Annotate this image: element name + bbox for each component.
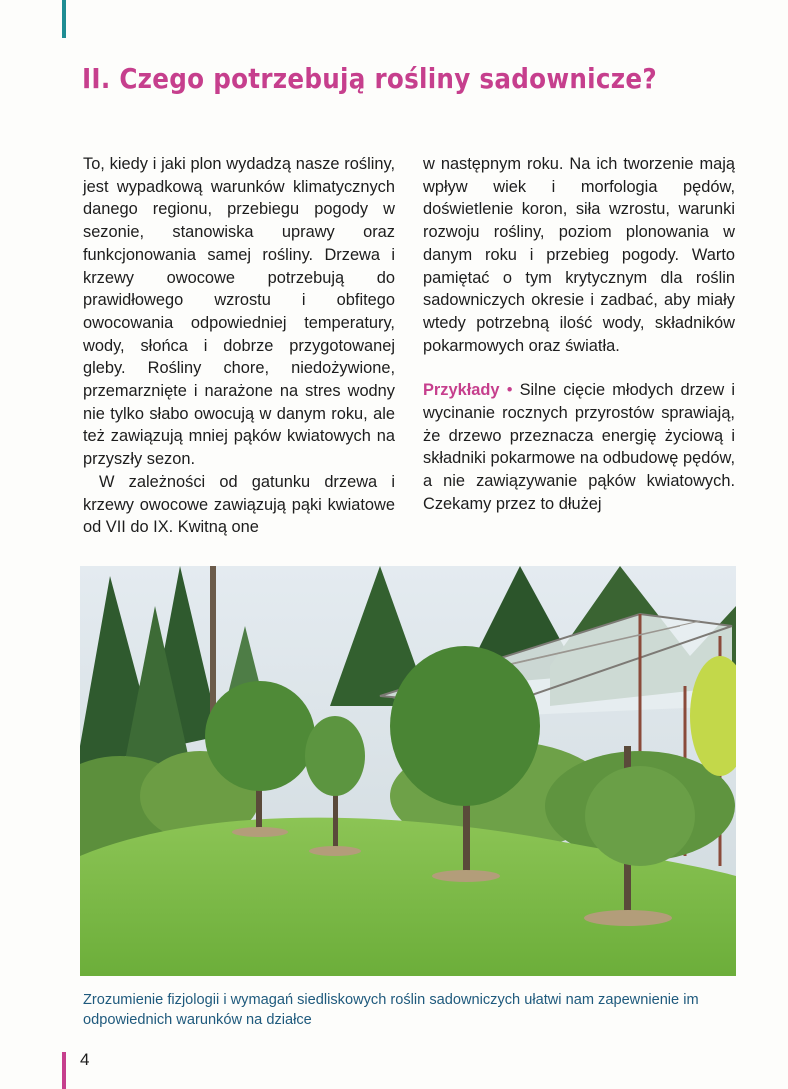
paragraph-examples [423,379,735,515]
paragraph-intro: To, kiedy i jaki plon wydadzą nasze rośliny, jest wypadkową warunków klimatycznych danego regionu, przebiegu pogody w sezonie, stanowiska uprawy oraz funkcjonowania samej rośliny. Drzewa i krzewy owocowe potrzebują do prawidłowego wzrostu i obfitego owocowania odpowiedniej temperatury, wody, słońca i dobrze przygotowanej gleby. Rośliny chore, niedożywione, przemarznięte i narażone na stres wodny nie tylko słabo owocują w danym roku, ale też zawiązują mniej pąków kwiatowych na przyszły sezon. [83,155,395,469]
mulch-ring [309,846,361,856]
paragraph-flower-buds: W zależności od gatunku drzewa i krzewy owocowe zawiązują pąki kwiatowe od VII do IX. Kwitną one [83,472,395,537]
examples-text: Silne cięcie młodych drzew i wycinanie rocznych przyrostów sprawiają, że drzewo przeznacza energię życiową i składniki pokarmowe na odbudowę pędów, a nie zawiązywanie pąków kwiatowych. Czekamy przez to dłużej [423,381,735,513]
bullet-icon: • [506,381,513,400]
mulch-ring [432,870,500,882]
mulch-ring [584,910,672,926]
garden-photo [80,566,736,976]
bottom-accent-bar [62,1052,66,1089]
garden-illustration [80,566,736,976]
photo-caption: Zrozumienie fizjologii i wymagań siedliskowych roślin sadowniczych ułatwi nam zapewnienie im odpowiednich warunków na działce [83,992,699,1028]
examples-label: Przykłady [423,381,500,400]
mulch-ring [232,827,288,837]
text-column-left [83,153,395,539]
text-column-right [423,153,735,516]
top-accent-bar [62,0,66,38]
paragraph-continuation: w następnym roku. Na ich tworzenie mają wpływ wiek i morfologia pędów, doświetlenie koron, siła wzrostu, warunki rozwoju rośliny, poziom plonowania w danym roku i przebieg pogody. Warto pamiętać o tym krytycznym dla roślin sadowniczych okresie i zadbać, aby miały wtedy potrzebną ilość wody, składników pokarmowych oraz światła. [423,155,735,355]
chapter-title: II. Czego potrzebują rośliny sadownicze? [82,62,657,95]
page-number: 4 [80,1050,90,1069]
